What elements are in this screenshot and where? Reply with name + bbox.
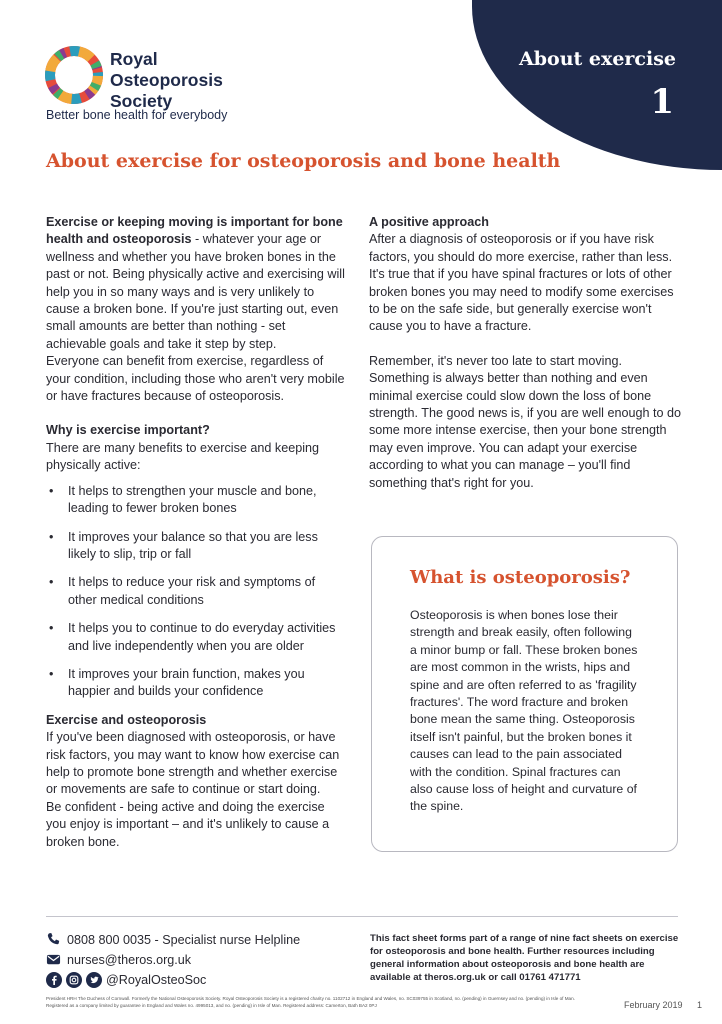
intro-paragraph <box>46 214 346 353</box>
osteoporosis-box <box>371 536 678 852</box>
phone-icon <box>46 932 61 947</box>
positive-paragraph: After a diagnosis of osteoporosis or if you have risk factors, you should do more exercise, rather than less. It's true that if you have spinal fractures or lots of other broken bones you may need to modify some exercises to be on the safe side, but generally exercise won't cause you to have a fracture. <box>369 232 674 334</box>
logo-icon <box>44 44 104 106</box>
list-item: • It improves your balance so that you are less likely to slip, trip or fall <box>46 529 346 564</box>
list-item: • It helps you to continue to do everyday activities and live independently when you are older <box>46 620 346 655</box>
corner-banner <box>472 0 722 170</box>
instagram-icon[interactable] <box>66 972 82 988</box>
email-icon <box>46 952 61 967</box>
org-name <box>110 49 223 112</box>
corner-title: About exercise <box>519 48 676 70</box>
positive-paragraph-2: Remember, it's never too late to start moving. Something is always better than nothing and even minimal exercise could slow down the loss of bone strength. The good news is, if you are well enough to do some more intense exercise, then your bone strength may even improve. You can adapt your exercise according to what you can manage – you'll find something that's right for you. <box>369 353 682 490</box>
social-handle[interactable]: @RoyalOsteoSoc <box>106 973 207 987</box>
osteoporosis-title: What is osteoporosis? <box>410 567 631 588</box>
positive-heading: A positive approach <box>369 215 489 229</box>
why-intro: There are many benefits to exercise and keeping physically active: <box>46 440 320 473</box>
right-column <box>369 214 681 492</box>
intro-bold: Exercise or keeping moving is important for bone health and osteoporosis <box>46 215 343 247</box>
org-name-line: Society <box>110 91 173 111</box>
benefits-list <box>46 483 346 701</box>
org-name-line: Osteoporosis <box>110 70 223 90</box>
phone-contact <box>46 932 300 947</box>
exercise-paragraph: If you've been diagnosed with osteoporosis, or have risk factors, you may want to know how exercise can help to promote bone strength and whether exercise or movements are safe to continue or start doing. <box>46 730 340 797</box>
page-title: About exercise for osteoporosis and bone health <box>46 150 561 172</box>
intro-rest: - whatever your age or wellness and whether you have broken bones in the past or not. Being physically active and exercising will help you in so many ways and is very unlikely to cause a broken bone. If you're just starting out, even small amounts are better than nothing - set achievable goals and take it step by step. <box>46 232 345 351</box>
tagline: Better bone health for everybody <box>46 108 228 122</box>
exercise-heading: Exercise and osteoporosis <box>46 712 207 727</box>
intro-paragraph-2: Everyone can benefit from exercise, regardless of your condition, including those who aren't very mobile or have fractures because of osteoporosis. <box>46 354 345 404</box>
publication-date: February 2019 <box>624 1000 683 1010</box>
legal-text: President HRH The Duchess of Cornwall. Formerly the National Osteoporosis Society. Royal Osteoporosis Society is a registered charity no. 1102712 in England and Wales, no. SC039755 in Scotland, no. (pending) in Guernsey and no. (pending) in Isle of Man. Registered as a company limited by guarantee in England and Wales no. 4995013, and no. (pending) in Isle of Man. Registered address: Camerton, Bath BA2 0PJ <box>46 996 575 1008</box>
phone-text[interactable]: 0808 800 0035 - Specialist nurse Helpline <box>67 932 301 947</box>
list-item: • It helps to reduce your risk and symptoms of other medical conditions <box>46 574 346 609</box>
osteoporosis-text: Osteoporosis is when bones lose their strength and break easily, often following a minor bump or fall. These broken bones are most common in the wrists, hips and spine and are often referred to as 'fragility fractures'. The word fracture and broken bone mean the same thing. Osteoporosis itself isn't painful, but the broken bones it causes can lead to the pain associated with the condition. Spinal fractures can also cause loss of height and curvature of the spine. <box>410 608 638 814</box>
exercise-paragraph-2: Be confident - being active and doing the exercise you enjoy is important – and it's unlikely to cause a broken bone. <box>46 799 330 849</box>
list-item: • It improves your brain function, makes you happier and builds your confidence <box>46 666 346 701</box>
twitter-icon[interactable] <box>86 972 102 988</box>
corner-number: 1 <box>650 82 674 122</box>
why-heading: Why is exercise important? <box>46 423 210 438</box>
footer-divider <box>46 916 678 917</box>
facebook-icon[interactable] <box>46 972 62 988</box>
list-item: • It helps to strengthen your muscle and bone, leading to fewer broken bones <box>46 483 346 518</box>
email-link[interactable]: nurses@theros.org.uk <box>67 952 192 967</box>
factsheet-note: This fact sheet forms part of a range of nine fact sheets on exercise for osteoporosis and bone health. Further resources including general information about osteoporosis and bone health are available at theros.org.uk or call 01761 471771 <box>370 933 679 983</box>
social-contact <box>46 972 206 988</box>
left-column <box>46 214 346 851</box>
email-contact <box>46 952 191 967</box>
page-number: 1 <box>697 1000 703 1010</box>
org-name-line: Royal <box>110 49 158 69</box>
